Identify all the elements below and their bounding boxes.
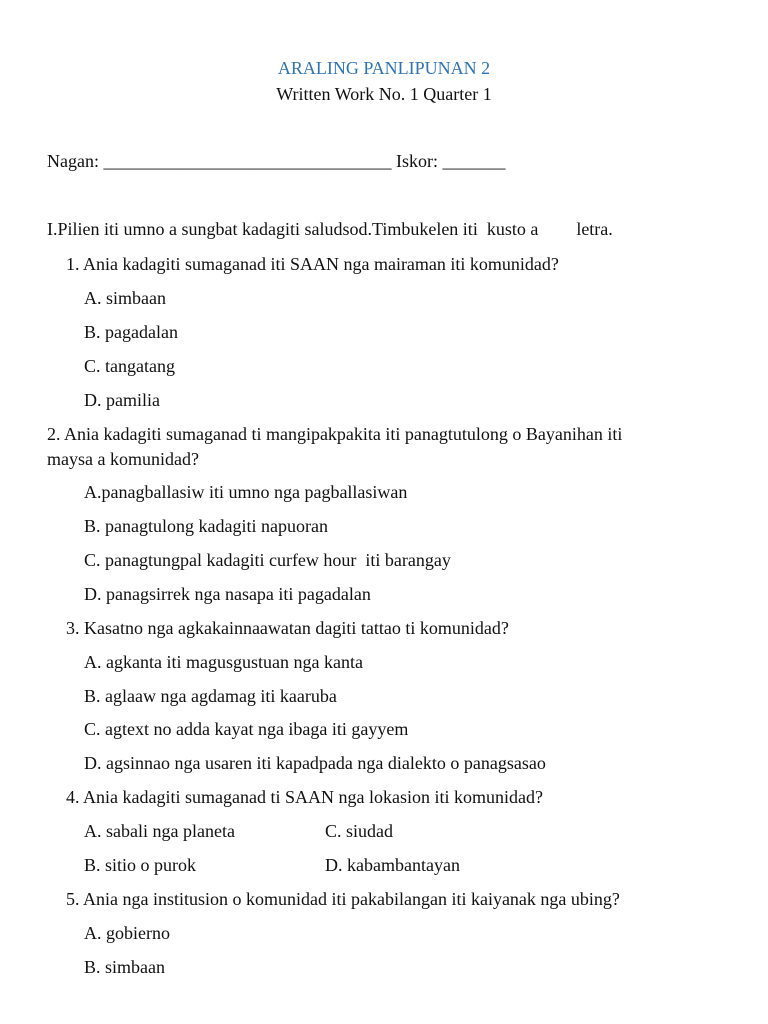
choice-4c: C. siudad: [325, 821, 394, 841]
choice-5b: B. simbaan: [84, 957, 165, 977]
score-blank-line: _______: [442, 151, 506, 171]
choice-4a: A. sabali nga planeta: [84, 821, 235, 841]
name-score-row: [47, 150, 505, 172]
choice-2a: A.panagballasiw iti umno nga pagballasiwan: [84, 482, 408, 502]
question-5: 5. Ania nga institusion o komunidad iti pakabilangan iti kaiyanak nga ubing?: [66, 889, 620, 909]
name-blank-line: ________________________________: [103, 151, 392, 171]
question-1: 1. Ania kadagiti sumaganad iti SAAN nga mairaman iti komunidad?: [66, 254, 559, 274]
choice-1b: B. pagadalan: [84, 322, 178, 342]
choice-1a: A. simbaan: [84, 288, 166, 308]
choice-3d: D. agsinnao nga usaren iti kapadpada nga dialekto o panagsasao: [84, 753, 546, 773]
choice-4b: B. sitio o purok: [84, 855, 197, 875]
choice-3b: B. aglaaw nga agdamag iti kaaruba: [84, 686, 337, 706]
choice-2c: C. panagtungpal kadagiti curfew hour iti barangay: [84, 550, 451, 570]
choice-4d: D. kabambantayan: [325, 855, 460, 875]
choice-1d: D. pamilia: [84, 390, 160, 410]
question-2-line-1: 2. Ania kadagiti sumaganad ti mangipakpakita iti panagtutulong o Bayanihan iti: [47, 424, 623, 444]
name-label: Nagan:: [47, 151, 99, 171]
question-2-line-2: maysa a komunidad?: [47, 449, 199, 469]
choice-2b: B. panagtulong kadagiti napuoran: [84, 516, 328, 536]
page-title: ARALING PANLIPUNAN 2: [277, 58, 491, 78]
instructions: [47, 218, 613, 240]
page-subtitle: Written Work No. 1 Quarter 1: [276, 84, 492, 104]
score-label: Iskor:: [395, 151, 438, 171]
question-3: 3. Kasatno nga agkakainnaawatan dagiti tattao ti komunidad?: [66, 618, 509, 638]
instructions-text: I.Pilien iti umno a sungbat kadagiti saludsod.Timbukelen iti kusto a: [47, 219, 539, 239]
choice-3c: C. agtext no adda kayat nga ibaga iti gayyem: [84, 719, 409, 739]
choice-2d: D. panagsirrek nga nasapa iti pagadalan: [84, 584, 371, 604]
instructions-last-word: letra.: [576, 219, 613, 239]
choice-1c: C. tangatang: [84, 356, 175, 376]
choice-5a: A. gobierno: [84, 923, 170, 943]
question-4: 4. Ania kadagiti sumaganad ti SAAN nga lokasion iti komunidad?: [66, 787, 543, 807]
choice-3a: A. agkanta iti magusgustuan nga kanta: [84, 652, 363, 672]
